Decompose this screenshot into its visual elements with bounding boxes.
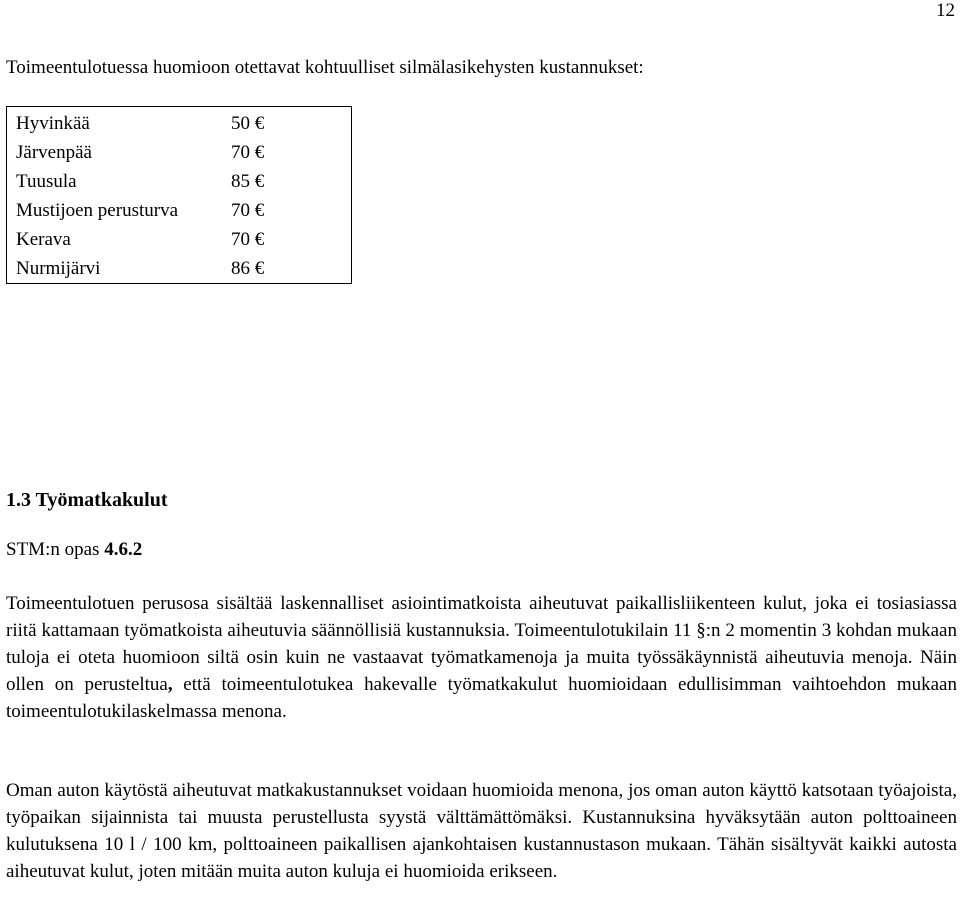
amount-cell: 86 €	[231, 258, 265, 279]
reference-prefix: STM:n opas	[6, 539, 105, 560]
table-row	[7, 196, 352, 225]
table-row	[7, 107, 352, 139]
reference-number: 4.6.2	[104, 539, 143, 560]
table-row	[7, 138, 352, 167]
table-row	[7, 167, 352, 196]
bold-comma: ,	[167, 674, 173, 695]
municipality-cell: Kerava	[16, 229, 71, 250]
municipality-cell: Tuusula	[16, 171, 77, 192]
municipality-cell: Mustijoen perusturva	[16, 200, 179, 221]
intro-text: Toimeentulotuessa huomioon otettavat kohtuulliset silmälasikehysten kustannukset:	[6, 57, 644, 78]
page-number: 12	[936, 0, 955, 21]
paragraph-own-car: Oman auton käytöstä aiheutuvat matkakustannukset voidaan huomioida menona, jos oman auton käyttö katsotaan työajoista, työpaikan sijainnista tai muusta perustellusta syystä välttämättömäksi. Kustannuksina hyväksytään auton polttoaineen kulutuksena 10 l / 100 km, polttoaineen paikallisen ajankohtaisen kustannustason mukaan. Tähän sisältyvät kaikki autosta aiheutuvat kulut, joten mitään muita auton kuluja ei huomioida erikseen.	[6, 780, 957, 882]
municipality-cell: Järvenpää	[16, 142, 92, 163]
section-heading: 1.3 Työmatkakulut	[6, 489, 168, 511]
table-row	[7, 254, 352, 283]
amount-cell: 50 €	[231, 113, 265, 134]
guide-reference	[6, 536, 142, 564]
amount-cell: 70 €	[231, 142, 265, 163]
amount-cell: 70 €	[231, 200, 265, 221]
amount-cell: 70 €	[231, 229, 265, 250]
municipality-cell: Nurmijärvi	[16, 258, 101, 279]
municipality-cell: Hyvinkää	[16, 113, 90, 134]
paragraph-text: että toimeentulotukea hakevalle työmatkakulut huomioidaan edullisimman vaihtoehdon mukaan toimeentulotukilaskelmassa menona.	[6, 674, 957, 722]
amount-cell: 85 €	[231, 171, 265, 192]
table-spacer-row	[7, 283, 352, 284]
paragraph-travel-costs	[6, 590, 957, 725]
table-row	[7, 225, 352, 254]
paragraph-text: Toimeentulotuen perusosa sisältää laskennalliset asiointimatkoista aiheutuvat paikallisliikenteen kulut, joka ei tosiasiassa riitä kattamaan työmatkoista aiheutuvia säännöllisiä kustannuksia. Toimeentulotukilain 11 §:n 2 momentin 3 kohdan mukaan tuloja ei oteta huomioon siltä osin kuin ne vastaavat työmatkamenoja ja muita työssäkäynnistä aiheutuvia menoja. Näin ollen on perusteltua	[6, 593, 957, 695]
eyeglass-frame-costs-table	[6, 106, 352, 284]
